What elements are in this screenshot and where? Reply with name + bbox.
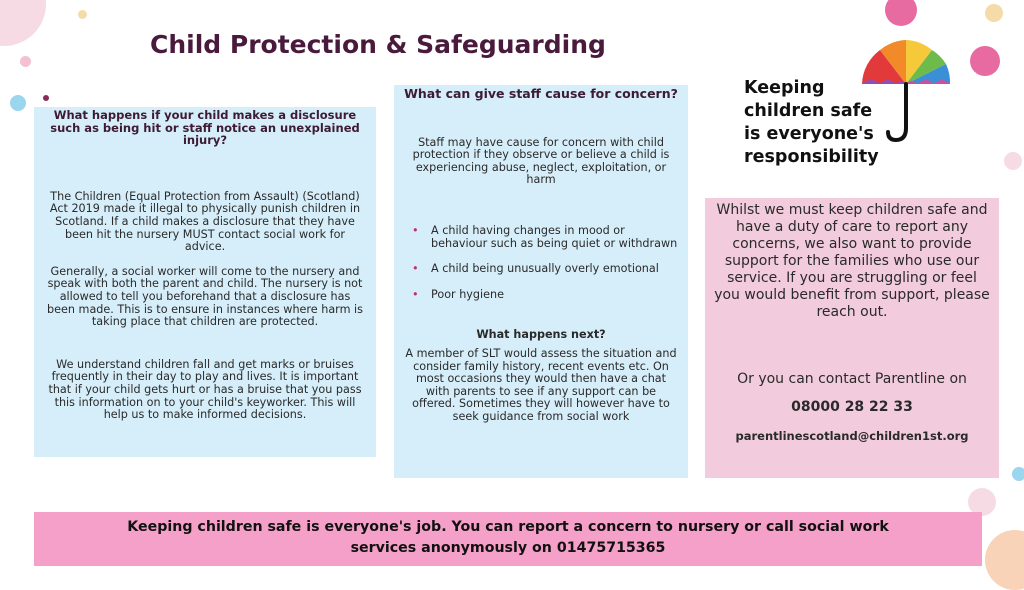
decor-dot (985, 4, 1003, 22)
logo-card (738, 30, 960, 180)
decor-dot (10, 95, 26, 111)
decor-dot (985, 530, 1024, 590)
concern-list (404, 225, 678, 301)
decor-dot (78, 10, 87, 19)
support-text: Whilst we must keep children safe and have a duty of care to report any concerns, we also want to provide support for the families who use our service. If you are struggling or feel you would benefit from support, please reach out. (714, 202, 990, 320)
list-item: • Poor hygiene (412, 287, 504, 301)
decor-dot (20, 56, 31, 67)
page-title: Child Protection & Safeguarding (150, 30, 606, 59)
next-heading: What happens next? (476, 328, 606, 342)
decor-dot (1012, 467, 1024, 481)
support-panel (705, 198, 999, 478)
concern-intro: Staff may have cause for concern with child protection if they observe or believe a child is experiencing abuse, neglect, exploitation, or harm (412, 135, 670, 187)
concern-panel (394, 85, 688, 478)
decor-dot (0, 0, 46, 46)
disclosure-paragraph-1: The Children (Equal Protection from Assault) (Scotland) Act 2019 made it illegal to physically punish children in Scotland. If a child makes a disclosure that they have been hit the nursery MUST contact social work for advice. (49, 189, 361, 254)
footer-line-1: Keeping children safe is everyone's job. You can report a concern to nursery or call social work (127, 519, 889, 535)
decor-dot (885, 0, 917, 26)
decor-dot (1004, 152, 1022, 170)
disclosure-panel (34, 107, 376, 457)
contact-line: Or you can contact Parentline on (737, 371, 967, 387)
decor-dot (43, 95, 49, 101)
decor-dot (970, 46, 1000, 76)
list-item: • A child having changes in mood or behaviour such as being quiet or withdrawn (412, 223, 678, 250)
next-text: A member of SLT would assess the situation and consider family history, recent events etc. On most occasions they would then have a chat with parents to see if any support can be offered. Sometimes they will however have to seek guidance from social work (405, 346, 677, 423)
bullet-icon: • (412, 223, 419, 237)
footer-line-2: services anonymously on 01475715365 (350, 540, 666, 556)
logo-text: Keeping children safe is everyone's responsibility (744, 78, 879, 167)
disclosure-paragraph-2: Generally, a social worker will come to the nursery and speak with both the parent and child. The nursery is not allowed to tell you beforehand that a disclosure has been made. This is to ensure in instances where harm is taking place that children are protected. (47, 264, 363, 329)
footer-banner (34, 512, 982, 566)
disclosure-question: What happens if your child makes a disclosure such as being hit or staff notice an unexplained injury? (50, 108, 360, 148)
concern-heading: What can give staff cause for concern? (404, 86, 678, 101)
email-address: parentlinescotland@children1st.org (735, 429, 969, 443)
bullet-icon: • (412, 287, 419, 301)
list-item: • A child being unusually overly emotional (412, 262, 659, 276)
disclosure-paragraph-3: We understand children fall and get marks or bruises frequently in their day to play and lives. It is important that if your child gets hurt or has a bruise that you pass this information on to your child's keyworker. This will help us to make informed decisions. (48, 357, 362, 422)
phone-number: 08000 28 22 33 (791, 399, 913, 415)
bullet-icon: • (412, 262, 419, 276)
